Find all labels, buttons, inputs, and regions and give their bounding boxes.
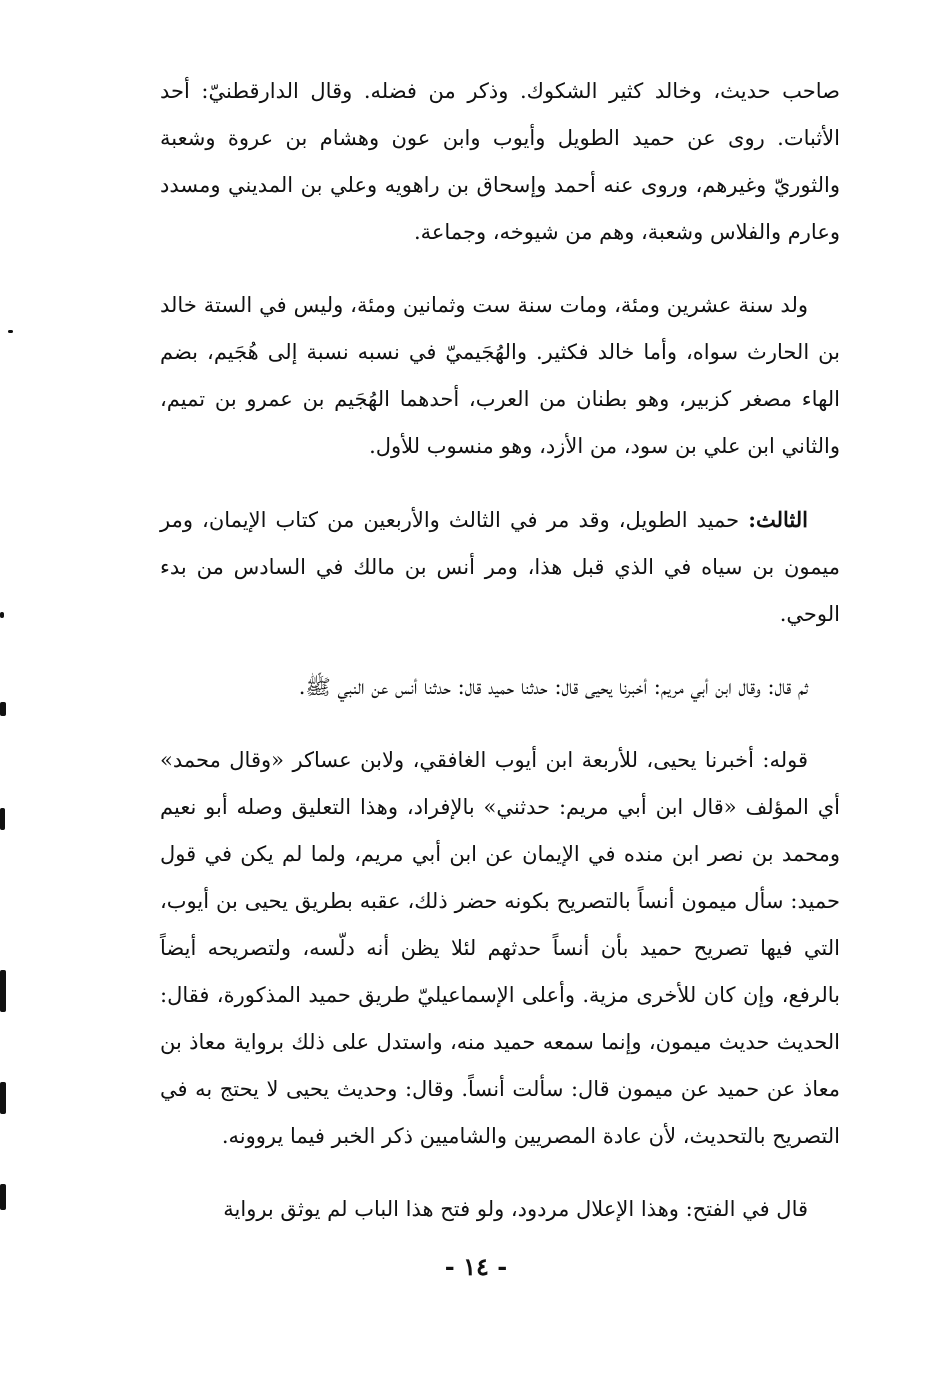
page-number: - ١٤ - (444, 1252, 508, 1281)
paragraph-5 (160, 737, 840, 1160)
scan-edge-mark (0, 702, 6, 716)
paragraph-6 (160, 1186, 840, 1233)
body-text (160, 68, 840, 1259)
paragraph-1 (160, 68, 840, 256)
paragraph-text: قوله: أخبرنا يحيى، للأربعة ابن أيوب الغافقي، ولابن عساكر «وقال محمد» أي المؤلف «قال ابن أبي مريم: حدثني» بالإفراد، وهذا التعليق وصله أبو نعيم ومحمد بن نصر ابن منده في الإيمان عن ابن أبي مريم، ولما لم يكن في قول حميد: سأل ميمون أنساً بالتصريح بكونه حضر ذلك، عقبه بطريق يحيى بن أيوب، التي فيها تصريح حميد بأن أنساً حدثهم لئلا يظن أنه دلّسه، ولتصريحه أيضاً بالرفع، وإن كان للأخرى مزية. وأعلى الإسماعيليّ طريق حميد المذكورة، فقال: الحديث حديث ميمون، وإنما سمعه حميد منه، واستدل على ذلك برواية معاذ بن معاذ عن حميد عن ميمون قال: سألت أنساً. وقال: وحديث يحيى لا يحتج به في التصريح بالتحديث، لأن عادة المصريين والشاميين ذكر الخبر فيما يروونه. (160, 748, 840, 1148)
scan-edge-mark (0, 1082, 6, 1114)
paragraph-3 (160, 496, 840, 638)
scan-edge-mark (8, 330, 13, 333)
paragraph-4 (160, 664, 840, 711)
paragraph-text: صاحب حديث، وخالد كثير الشكوك. وذكر من فضله. وقال الدارقطنيّ: أحد الأثبات. روى عن حميد الطويل وأيوب وابن عون وهشام بن عروة وشعبة والثوريّ وغيرهم، وروى عنه أحمد وإسحاق بن راهويه وعلي بن المديني ومسدد وعارم والفلاس وشعبة، وهم من شيوخه، وجماعة. (160, 79, 840, 244)
paragraph-text: ولد سنة عشرين ومئة، ومات سنة ست وثمانين ومئة، وليس في الستة خالد بن الحارث سواه، وأما خالد فكثير. والهُجَيميّ في نسبه نسبة إلى هُجَيم، بضم الهاء مصغر كزبير، وهو بطنان من العرب، أحدهما الهُجَيم بن عمرو بن تميم، والثاني ابن علي بن سود، من الأزد، وهو منسوب للأول. (160, 293, 840, 458)
paragraph-text: حميد الطويل، وقد مر في الثالث والأربعين من كتاب الإيمان، ومر ميمون بن سياه في الذي قبل هذا، ومر أنس بن مالك في السادس من بدء الوحي. (160, 508, 840, 626)
paragraph-text: ثم قال: وقال ابن أبي مريم: أخبرنا يحيى قال: حدثنا حميد قال: حدثنا أنس عن النبي ﷺ. (298, 675, 808, 699)
scan-edge-mark (0, 970, 6, 1012)
scan-edge-mark (0, 612, 4, 618)
paragraph-text: قال في الفتح: وهذا الإعلال مردود، ولو فتح هذا الباب لم يوثق برواية (223, 1197, 808, 1221)
paragraph-lead: الثالث: (748, 507, 808, 532)
scan-edge-mark (0, 1184, 6, 1210)
scan-edge-mark (0, 808, 5, 830)
paragraph-2 (160, 282, 840, 470)
